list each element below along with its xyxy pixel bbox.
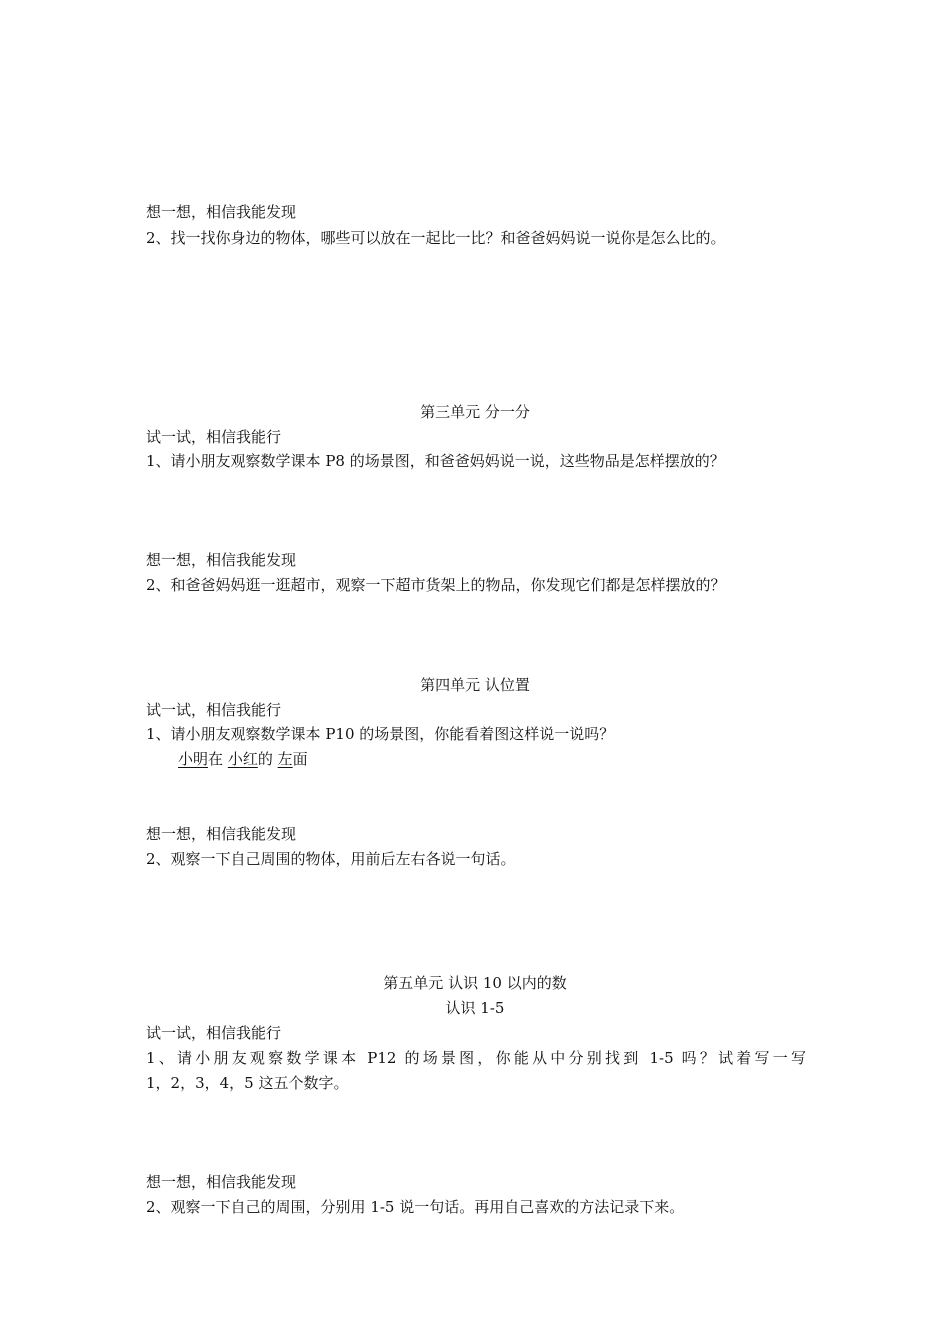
question-text: 1、请小朋友观察数学课本 P10 的场景图，你能看着图这样说一说吗？ xyxy=(146,725,615,743)
example-name-1: 小明 xyxy=(178,750,209,768)
unit-subtitle: 认识 1-5 xyxy=(445,999,505,1017)
question-text: 1、请小朋友观察数学课本 P12 的场景图，你能从中分别找到 1-5 吗？试着写一写 xyxy=(146,1049,806,1067)
think-heading: 想一想，相信我能发现 xyxy=(146,1173,297,1191)
example-name-2: 小红 xyxy=(227,750,258,768)
example-word-mian: 面 xyxy=(292,750,308,768)
example-sentence xyxy=(178,749,308,769)
question-text-continued: 1，2，3，4，5 这五个数字。 xyxy=(146,1074,349,1092)
try-heading: 试一试，相信我能行 xyxy=(146,1024,282,1042)
try-heading: 试一试，相信我能行 xyxy=(146,428,282,446)
example-word-de: 的 xyxy=(257,750,273,768)
question-text: 2、观察一下自己周围的物体，用前后左右各说一句话。 xyxy=(146,850,516,868)
example-word-zai: 在 xyxy=(208,750,224,768)
question-text: 2、和爸爸妈妈逛一逛超市，观察一下超市货架上的物品，你发现它们都是怎样摆放的？ xyxy=(146,576,726,594)
question-text: 2、观察一下自己的周围，分别用 1-5 说一句话。再用自己喜欢的方法记录下来。 xyxy=(146,1198,685,1216)
think-heading: 想一想，相信我能发现 xyxy=(146,825,297,843)
think-heading: 想一想，相信我能发现 xyxy=(146,203,297,221)
unit-title: 第三单元 分一分 xyxy=(420,403,530,421)
unit-title: 第五单元 认识 10 以内的数 xyxy=(383,974,567,992)
unit-title: 第四单元 认位置 xyxy=(420,676,530,694)
question-text: 1、请小朋友观察数学课本 P8 的场景图，和爸爸妈妈说一说，这些物品是怎样摆放的？ xyxy=(146,452,725,470)
think-heading: 想一想，相信我能发现 xyxy=(146,551,297,569)
example-direction: 左 xyxy=(277,750,293,768)
question-text: 2、找一找你身边的物体，哪些可以放在一起比一比？和爸爸妈妈说一说你是怎么比的。 xyxy=(146,229,726,247)
try-heading: 试一试，相信我能行 xyxy=(146,701,282,719)
